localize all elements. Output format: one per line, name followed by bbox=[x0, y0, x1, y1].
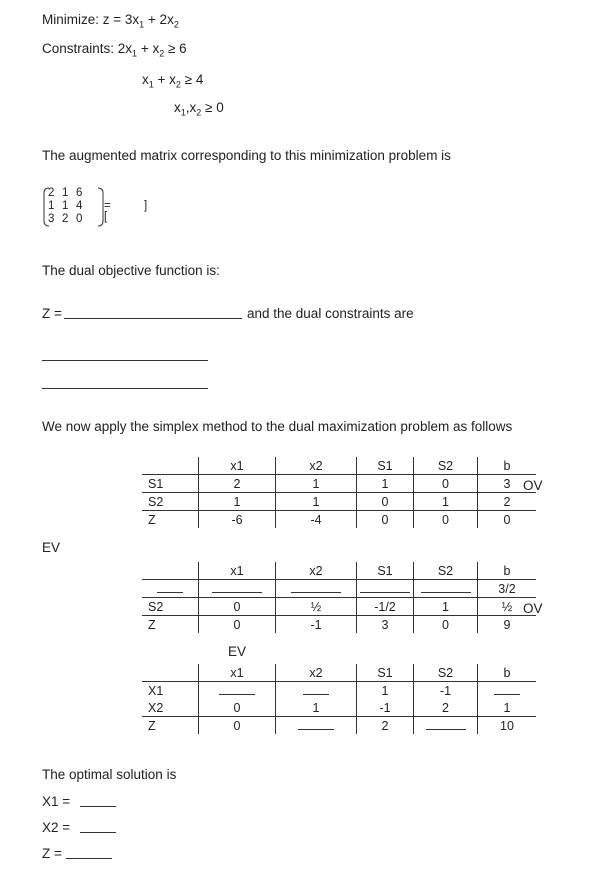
optimal-text: The optimal solution is bbox=[42, 767, 177, 782]
answer-blank[interactable] bbox=[219, 684, 255, 695]
col-header: S1 bbox=[357, 562, 414, 580]
augmented-text: The augmented matrix corresponding to this minimization problem is bbox=[42, 148, 451, 163]
constraint-1: Constraints: $2x_1 + x_2 \ge 6$ bbox=[42, 41, 187, 59]
constraint-3: $x_1,x_2 \ge 0$ bbox=[174, 100, 224, 118]
answer-z-blank[interactable] bbox=[66, 858, 112, 859]
matrix-row: 2 1 6 bbox=[48, 187, 83, 199]
ev-label-2: EV bbox=[228, 644, 247, 659]
col-header: x2 bbox=[276, 562, 357, 580]
answer-x2-label: X2 = bbox=[42, 820, 71, 835]
ov-label-2: OV bbox=[523, 601, 543, 616]
col-header: b bbox=[478, 457, 537, 475]
col-header: S2 bbox=[414, 664, 478, 682]
dual-z-blank[interactable] bbox=[64, 318, 242, 319]
dual-z-label: Z = bbox=[42, 306, 62, 321]
table-row: Z 0 2 10 bbox=[142, 717, 536, 735]
answer-z-label: Z = bbox=[42, 846, 62, 861]
answer-blank[interactable] bbox=[426, 719, 466, 730]
answer-x1-label: X1 = bbox=[42, 794, 71, 809]
answer-x1-blank[interactable] bbox=[80, 806, 116, 807]
ov-label-1: OV bbox=[523, 478, 543, 493]
answer-blank[interactable] bbox=[360, 582, 410, 593]
simplex-table-3 bbox=[142, 664, 536, 734]
answer-blank[interactable] bbox=[298, 719, 334, 730]
table-row: S1 2 1 1 0 3 bbox=[142, 475, 536, 493]
col-header: x2 bbox=[276, 664, 357, 682]
col-header: b bbox=[478, 562, 537, 580]
dual-constraint-blank-2[interactable] bbox=[42, 388, 208, 389]
answer-x2-blank[interactable] bbox=[80, 832, 116, 833]
col-header: S2 bbox=[414, 562, 478, 580]
col-header: S1 bbox=[357, 457, 414, 475]
simplex-table-2 bbox=[142, 562, 536, 633]
table-row: 3/2 bbox=[142, 580, 536, 598]
answer-blank[interactable] bbox=[291, 582, 341, 593]
table-row: X2 0 1 -1 2 1 bbox=[142, 699, 536, 717]
table-row: Z -6 -4 0 0 0 bbox=[142, 511, 536, 529]
answer-blank[interactable] bbox=[157, 582, 183, 593]
objective-line: Minimize: $z = 3x_1 + 2x_2$ bbox=[42, 12, 179, 30]
table-row: S2 0 ½ -1/2 1 ½ bbox=[142, 598, 536, 616]
answer-blank[interactable] bbox=[494, 684, 520, 695]
col-header: b bbox=[478, 664, 537, 682]
col-header: S1 bbox=[357, 664, 414, 682]
answer-blank[interactable] bbox=[212, 582, 262, 593]
table-row: Z 0 -1 3 0 9 bbox=[142, 616, 536, 634]
col-header: x1 bbox=[199, 562, 276, 580]
simplex-table-1 bbox=[142, 457, 536, 528]
matrix-row: 1 1 4 bbox=[48, 200, 83, 212]
table-row: S2 1 1 0 1 2 bbox=[142, 493, 536, 511]
col-header: x1 bbox=[199, 457, 276, 475]
dual-constraints-text: and the dual constraints are bbox=[247, 306, 414, 321]
table-row: X1 1 -1 bbox=[142, 682, 536, 700]
matrix-row: 3 2 0 bbox=[48, 213, 83, 225]
col-header: x2 bbox=[276, 457, 357, 475]
dual-constraint-blank-1[interactable] bbox=[42, 360, 208, 361]
simplex-text: We now apply the simplex method to the dual maximization problem as follows bbox=[42, 419, 513, 434]
matrix-close: ] bbox=[144, 200, 148, 212]
ev-label-1: EV bbox=[42, 540, 61, 555]
matrix-equals: = [ bbox=[104, 200, 111, 223]
col-header: x1 bbox=[199, 664, 276, 682]
constraint-2: $x_1 + x_2 \ge 4$ bbox=[142, 72, 204, 90]
answer-blank[interactable] bbox=[421, 582, 471, 593]
col-header: S2 bbox=[414, 457, 478, 475]
dual-objective-text: The dual objective function is: bbox=[42, 263, 220, 278]
answer-blank[interactable] bbox=[303, 684, 329, 695]
